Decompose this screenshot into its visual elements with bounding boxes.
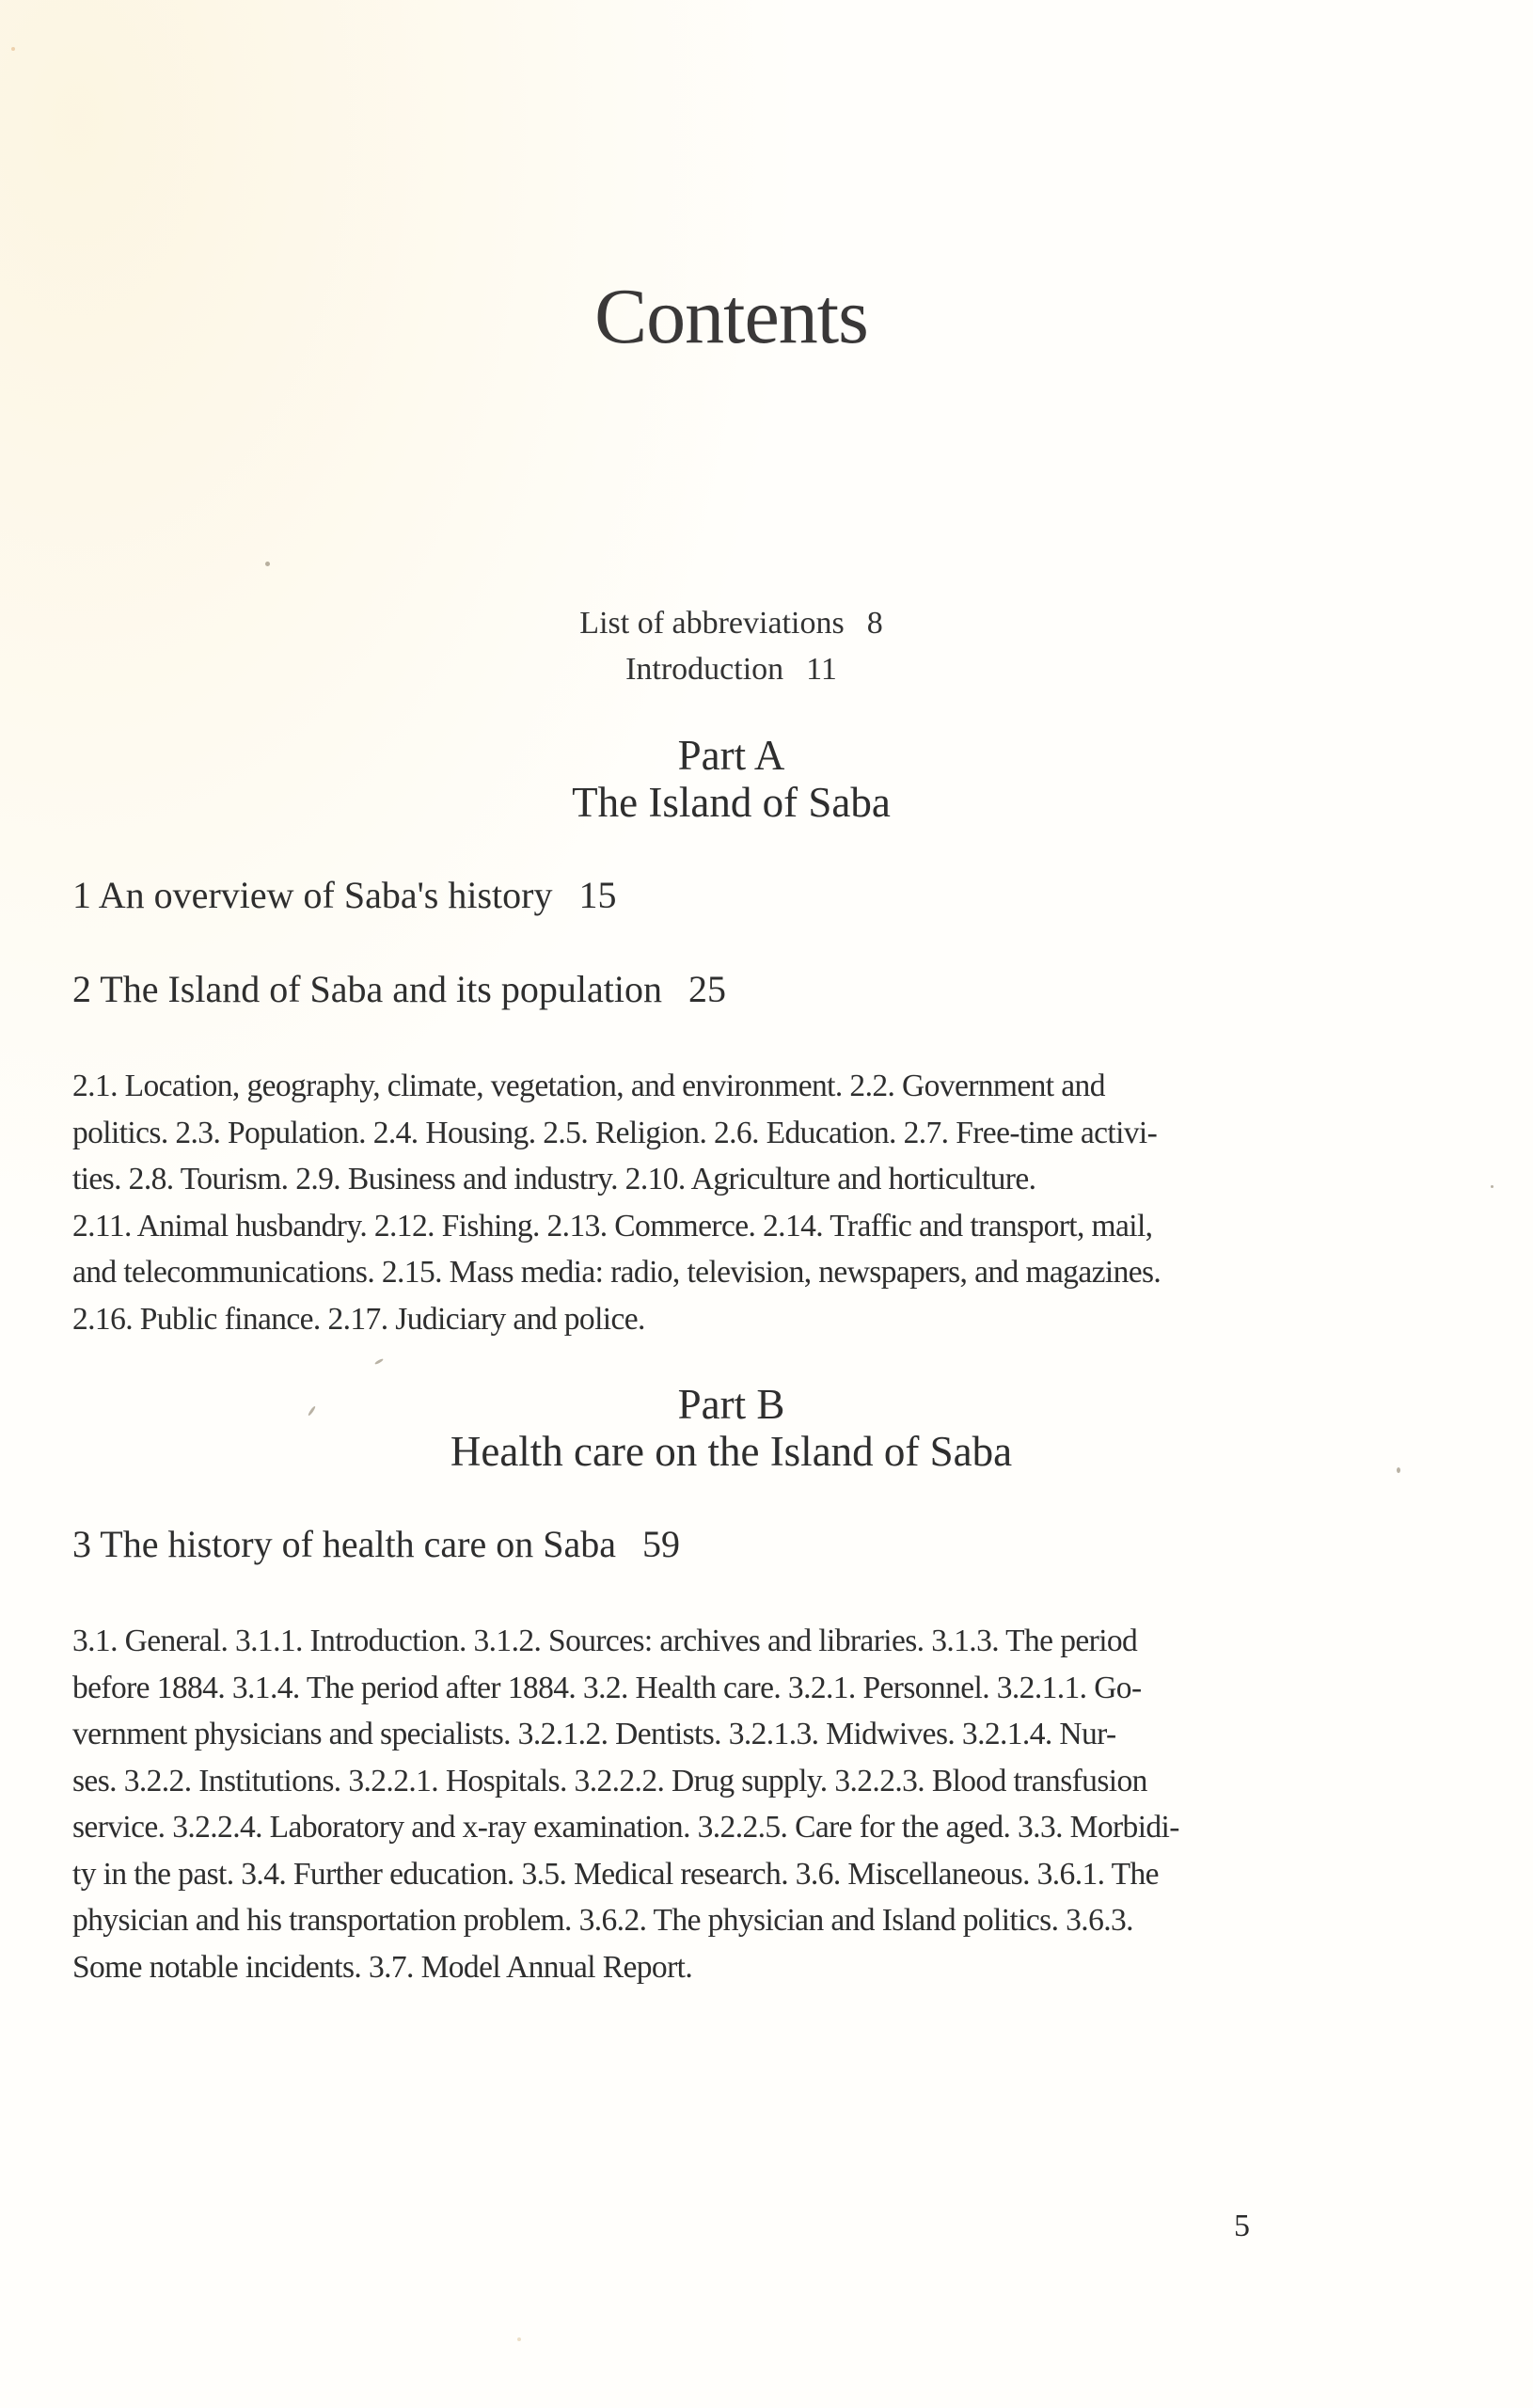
section-line: 2.1. Location, geography, climate, vegetation, and environment. 2.2. Government and <box>72 1069 1105 1103</box>
section-line: vernment physicians and specialists. 3.2.1.2. Dentists. 3.2.1.3. Midwives. 3.2.1.4. Nur- <box>72 1717 1116 1751</box>
part-title: Health care on the Island of Saba <box>450 1428 1013 1475</box>
scan-speck <box>11 47 15 51</box>
part-label: Part A <box>677 732 785 779</box>
chapter-page: 59 <box>641 1523 680 1565</box>
chapter-title: The history of health care on Saba <box>100 1523 616 1565</box>
scan-speck <box>1491 1185 1493 1188</box>
toc-entry-label: Introduction <box>625 652 784 687</box>
chapter-2-sections <box>72 1063 1370 1342</box>
section-line: ties. 2.8. Tourism. 2.9. Business and industry. 2.10. Agriculture and horticulture. <box>72 1162 1036 1196</box>
scan-speck <box>265 562 270 566</box>
section-line: and telecommunications. 2.15. Mass media: radio, television, newspapers, and magazines. <box>72 1255 1162 1290</box>
toc-entry-label: List of abbreviations <box>579 606 845 641</box>
section-line: politics. 2.3. Population. 2.4. Housing. 2.5. Religion. 2.6. Education. 2.7. Free-time activi- <box>72 1115 1158 1150</box>
scan-speck <box>374 1358 384 1366</box>
chapter-page: 15 <box>578 874 617 916</box>
front-matter-list <box>0 600 1462 692</box>
toc-entry-page: 11 <box>806 652 837 687</box>
scan-speck <box>1397 1467 1400 1473</box>
chapter-number: 3 <box>72 1523 91 1565</box>
chapter-page: 25 <box>687 968 726 1010</box>
scan-speck <box>517 2337 521 2341</box>
chapter-1-entry <box>72 873 616 917</box>
chapter-3-sections <box>72 1618 1370 1990</box>
chapter-title: An overview of Saba's history <box>98 874 553 916</box>
chapter-number: 1 <box>72 874 91 916</box>
section-line: Some notable incidents. 3.7. Model Annual Report. <box>72 1949 693 1985</box>
section-line: before 1884. 3.1.4. The period after 1884. 3.2. Health care. 3.2.1. Personnel. 3.2.1.1. Go- <box>72 1670 1142 1705</box>
section-line: 3.1. General. 3.1.1. Introduction. 3.1.2. Sources: archives and libraries. 3.1.3. The period <box>72 1624 1138 1658</box>
chapter-number: 2 <box>72 968 91 1010</box>
chapter-title: The Island of Saba and its population <box>100 968 662 1010</box>
chapter-3-entry <box>72 1522 680 1566</box>
section-line: ses. 3.2.2. Institutions. 3.2.2.1. Hospitals. 3.2.2.2. Drug supply. 3.2.2.3. Blood transfusion <box>72 1763 1147 1798</box>
section-line: physician and his transportation problem. 3.6.2. The physician and Island politics. 3.6.3. <box>72 1903 1133 1938</box>
section-line: ty in the past. 3.4. Further education. 3.5. Medical research. 3.6. Miscellaneous. 3.6.1. The <box>72 1856 1159 1892</box>
page-title: Contents <box>594 273 868 360</box>
toc-entry-introduction <box>0 646 1462 692</box>
page-number: 5 <box>1234 2209 1250 2243</box>
section-line: 2.11. Animal husbandry. 2.12. Fishing. 2.13. Commerce. 2.14. Traffic and transport, mail, <box>72 1208 1153 1244</box>
toc-entry-page: 8 <box>866 606 883 641</box>
chapter-2-entry <box>72 967 726 1011</box>
part-a-heading <box>0 732 1462 826</box>
section-line: service. 3.2.2.4. Laboratory and x-ray examination. 3.2.2.5. Care for the aged. 3.3. Morbidi- <box>72 1810 1179 1845</box>
part-label: Part B <box>677 1381 785 1428</box>
part-b-heading <box>0 1381 1462 1475</box>
part-title: The Island of Saba <box>572 779 891 826</box>
toc-entry-abbreviations <box>0 600 1462 646</box>
section-line: 2.16. Public finance. 2.17. Judiciary and police. <box>72 1301 645 1337</box>
